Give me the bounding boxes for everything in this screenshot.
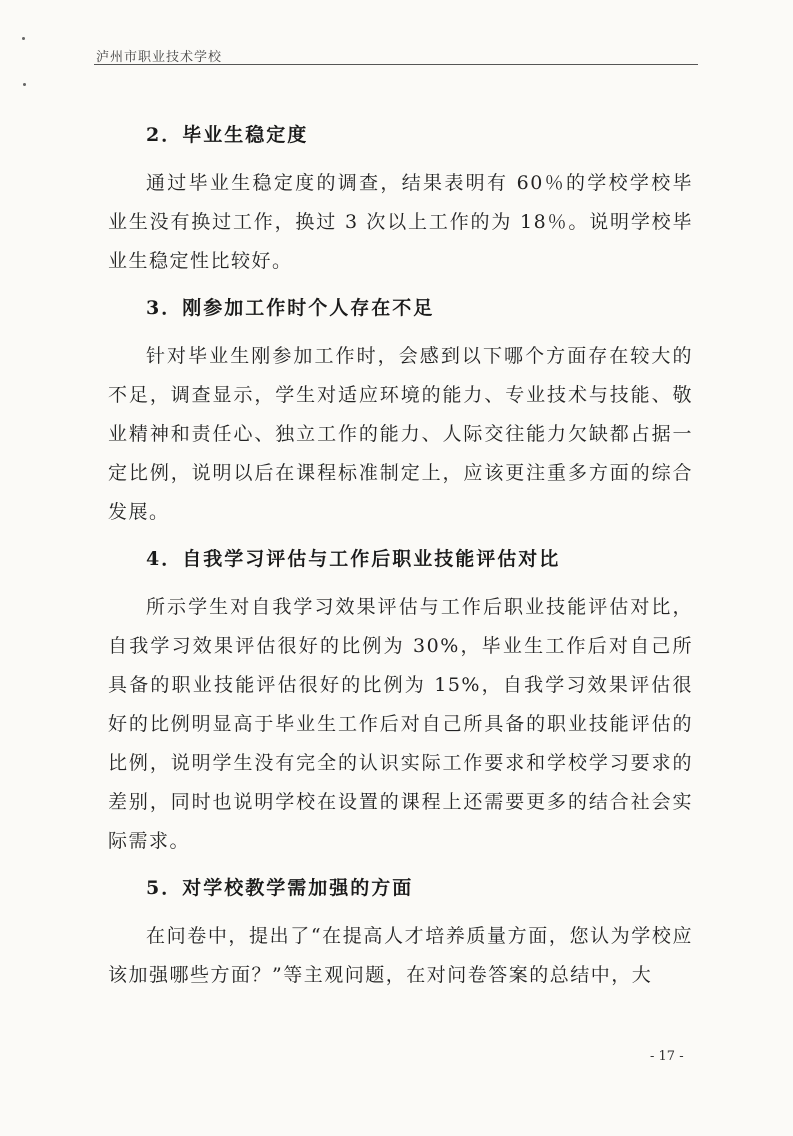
page-number: - 17 - [650,1049,684,1064]
section-heading: 2．毕业生稳定度 [146,124,309,146]
scan-speck [22,37,25,40]
scan-speck [23,83,26,86]
section-heading: 3．刚参加工作时个人存在不足 [146,297,435,319]
section-heading: 4．自我学习评估与工作后职业技能评估对比 [146,548,561,570]
paragraph: 通过毕业生稳定度的调查，结果表明有 60％的学校学校毕业生没有换过工作，换过 3 次以上工作的为 18％。说明学校毕业生稳定性比较好。 [108,172,693,272]
document-body [108,108,693,999]
header-rule [94,64,698,65]
section [108,293,693,532]
section-heading: 5．对学校教学需加强的方面 [146,877,414,899]
section [108,544,693,861]
section [108,873,693,995]
paragraph: 在问卷中，提出了“在提高人才培养质量方面，您认为学校应该加强哪些方面？”等主观问题，在对问卷答案的总结中，大 [108,925,693,986]
page-header: 泸州市职业技术学校 [96,50,223,65]
paragraph: 针对毕业生刚参加工作时，会感到以下哪个方面存在较大的不足，调查显示，学生对适应环境的能力、专业技术与技能、敬业精神和责任心、独立工作的能力、人际交往能力欠缺都占据一定比例，说明以后在课程标准制定上，应该更注重多方面的综合发展。 [108,345,693,523]
section [108,120,693,281]
paragraph: 所示学生对自我学习效果评估与工作后职业技能评估对比，自我学习效果评估很好的比例为 30%，毕业生工作后对自己所具备的职业技能评估很好的比例为 15%，自我学习效果评估很好的比例明显高于毕业生工作后对自己所具备的职业技能评估的比例，说明学生没有完全的认识实际工作要求和学校学习要求的差别，同时也说明学校在设置的课程上还需要更多的结合社会实际需求。 [108,596,693,852]
